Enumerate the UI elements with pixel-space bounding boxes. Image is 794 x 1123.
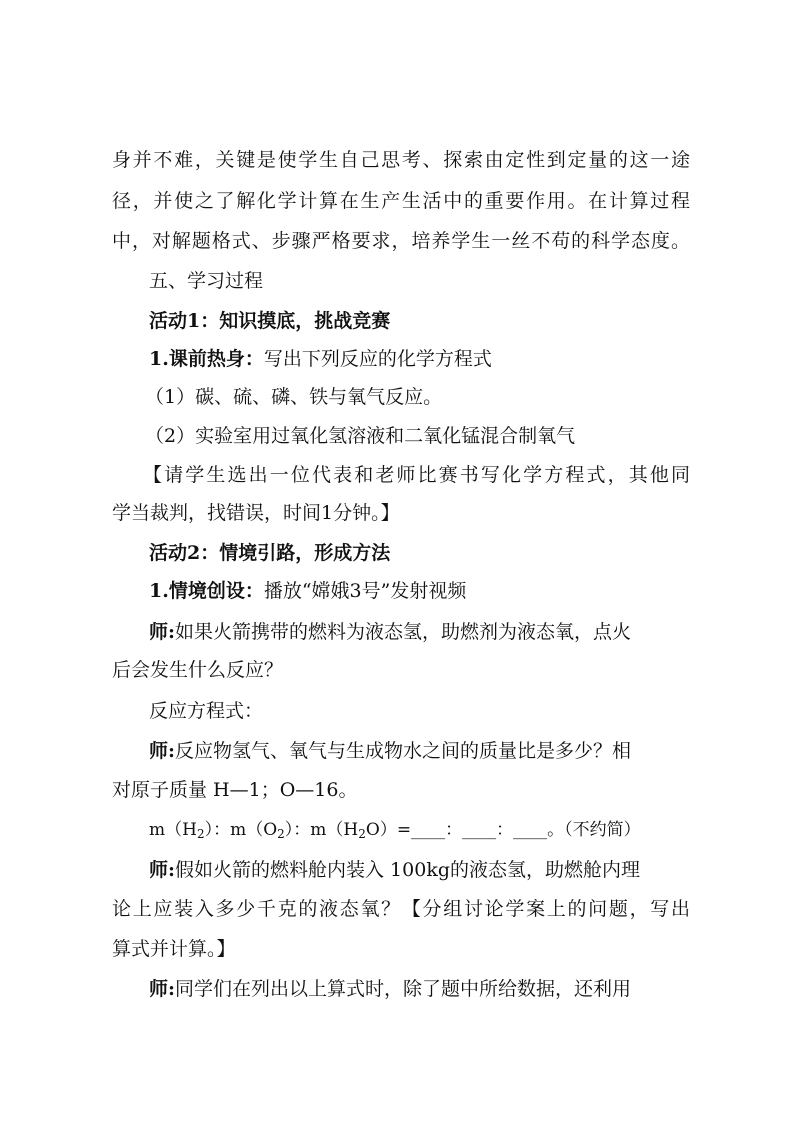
scenario-label: 1.情境创设：: [149, 580, 264, 602]
teacher-text: 如果火箭携带的燃料为液态氢，助燃剂为液态氧，点火: [175, 621, 632, 643]
warmup-line: [0, 340, 794, 378]
teacher-text: 同学们在列出以上算式时，除了题中所给数据，还利用: [175, 978, 632, 1000]
teacher-line: [0, 851, 794, 889]
scenario-text: 播放“嫦娥3号”发射视频: [263, 580, 467, 602]
teacher-label: 师:: [149, 621, 176, 643]
equation-prompt: 反应方程式：: [149, 700, 264, 722]
paragraph-line: 径，并使之了解化学计算在生产生活中的重要作用。在计算过程: [112, 190, 690, 212]
warmup-label: 1.课前热身：: [149, 348, 264, 370]
activity-heading: 活动1：知识摸底，挑战竞赛: [149, 310, 391, 332]
warmup-text: 写出下列反应的化学方程式: [263, 348, 492, 370]
teacher-label: 师:: [149, 859, 176, 881]
list-item: （2）实验室用过氧化氢溶液和二氧化锰混合制氧气: [145, 425, 576, 447]
teacher-line: [0, 732, 794, 770]
paragraph-line: 对原子质量 H—1；O—16。: [112, 779, 358, 801]
teacher-line: [0, 613, 794, 651]
teacher-text: 假如火箭的燃料舱内装入 100kg的液态氢，助燃舱内理: [175, 859, 640, 881]
teacher-text: 反应物氢气、氧气与生成物水之间的质量比是多少？相: [175, 740, 632, 762]
mass-ratio-formula: $m(H_2)$：$m(O_2)$：$m(H_2O)=\_\_\_\_$：____：____。（不约简）: [149, 820, 641, 841]
paragraph-line: 中，对解题格式、步骤严格要求，培养学生一丝不苟的科学态度。: [112, 230, 690, 252]
paragraph-line: 后会发生什么反应？: [112, 659, 284, 681]
teacher-line: [0, 970, 794, 1008]
paragraph-line: 身并不难，关键是使学生自己思考、探索由定性到定量的这一途: [112, 149, 690, 171]
section-heading: 五、学习过程: [149, 270, 264, 292]
list-item: （1）碳、硫、磷、铁与氧气反应。: [145, 386, 443, 408]
paragraph-line: 论上应装入多少千克的液态氧？【分组讨论学案上的问题，写出: [112, 898, 690, 920]
teacher-label: 师:: [149, 978, 176, 1000]
paragraph-line: 【请学生选出一位代表和老师比赛书写化学方程式，其他同: [143, 464, 690, 486]
paragraph-line: 学当裁判，找错误，时间1分钟。】: [112, 502, 400, 524]
teacher-label: 师:: [149, 740, 176, 762]
scenario-line: [0, 572, 794, 610]
activity-heading: 活动2：情境引路，形成方法: [149, 542, 391, 564]
paragraph-line: 算式并计算。】: [112, 938, 236, 960]
